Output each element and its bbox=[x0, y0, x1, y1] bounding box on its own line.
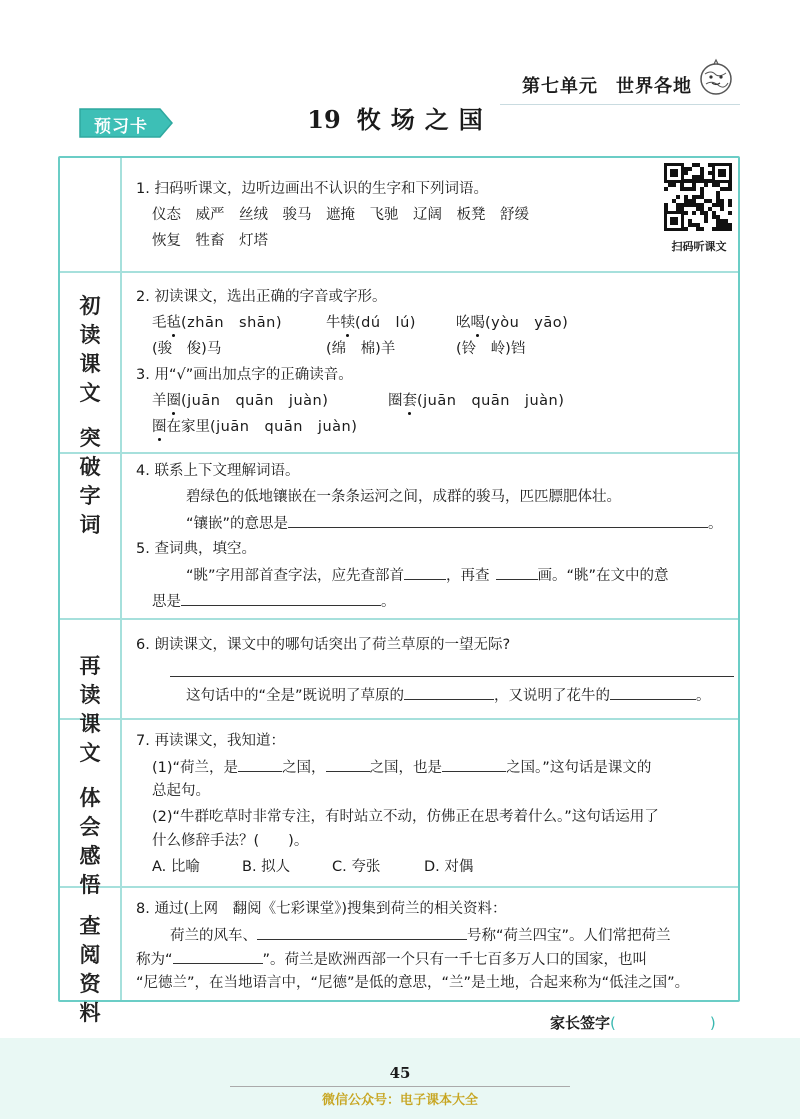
section-char: 课 bbox=[79, 712, 101, 736]
section-char: 阅 bbox=[79, 943, 101, 967]
question-5-prompt: 5. 查词典，填空。 bbox=[136, 541, 256, 557]
lesson-title bbox=[0, 100, 800, 135]
question-4-sentence: 碧绿色的低地镶嵌在一条条运河之间，成群的骏马，匹匹膘肥体壮。 bbox=[186, 489, 621, 505]
reading-item: 圈在家里(juān quān juàn) bbox=[152, 419, 358, 435]
question-5-line-2: 思是 。 bbox=[152, 590, 396, 613]
unit-name: 第七单元 bbox=[522, 76, 598, 97]
question-7-part-1-cont: 总起句。 bbox=[152, 783, 210, 799]
answer-blank[interactable] bbox=[181, 590, 381, 606]
answer-blank[interactable] bbox=[442, 756, 506, 772]
question-4-prompt: 4. 联系上下文理解词语。 bbox=[136, 463, 300, 479]
wechat-watermark: 微信公众号：电子课本大全 bbox=[321, 1093, 478, 1108]
form-item: (骏 俊)马 bbox=[152, 341, 222, 357]
answer-blank[interactable] bbox=[288, 512, 708, 528]
form-item: (绵 棉)羊 bbox=[326, 341, 396, 357]
question-6-prompt: 6. 朗读课文，课文中的哪句话突出了荷兰草原的一望无际? bbox=[136, 637, 511, 653]
pinyin-item: 毛毡(zhān shān) bbox=[152, 315, 283, 331]
question-5-line-1: “眺”字用部首查字法，应先查部首 ，再查 画。“眺”在文中的意 bbox=[186, 564, 669, 587]
answer-blank[interactable] bbox=[404, 684, 494, 700]
section-char: 读 bbox=[79, 323, 101, 347]
reading-item: 圈套(juān quān juàn) bbox=[388, 393, 565, 409]
section-label-research bbox=[60, 912, 120, 1028]
section-char: 突 bbox=[79, 426, 101, 450]
option-a[interactable]: A. 比喻 bbox=[152, 859, 200, 875]
row-divider bbox=[60, 452, 738, 454]
footer-rule bbox=[230, 1086, 570, 1087]
section-char: 会 bbox=[79, 815, 101, 839]
answer-blank[interactable] bbox=[610, 684, 696, 700]
answer-blank[interactable] bbox=[238, 756, 282, 772]
column-divider bbox=[120, 158, 122, 1000]
question-4-answer-line: “镶嵌”的意思是 。 bbox=[186, 512, 723, 535]
question-7-part-1: (1)“荷兰，是 之国， 之国，也是 之国。”这句话是课文的 bbox=[152, 756, 651, 779]
answer-blank[interactable] bbox=[496, 564, 538, 580]
section-label-first-reading bbox=[60, 292, 120, 540]
section-char: 字 bbox=[79, 484, 101, 508]
answer-blank[interactable] bbox=[173, 948, 263, 964]
reading-item: 羊圈(juān quān juàn) bbox=[152, 393, 329, 409]
question-8-line-3: “尼德兰”，在当地语言中，“尼德”是低的意思，“兰”是土地，合起来称为“低洼之国”。 bbox=[136, 975, 690, 991]
globe-mascot-icon bbox=[696, 58, 736, 98]
answer-line[interactable] bbox=[170, 662, 734, 684]
question-3-prompt: 3. 用“√”画出加点字的正确读音。 bbox=[136, 367, 353, 383]
lesson-number: 19 bbox=[307, 105, 341, 134]
section-char: 词 bbox=[79, 513, 101, 537]
section-char: 再 bbox=[79, 654, 101, 678]
question-2-prompt: 2. 初读课文，选出正确的字音或字形。 bbox=[136, 289, 387, 305]
row-divider bbox=[60, 271, 738, 273]
section-char: 破 bbox=[79, 455, 101, 479]
section-char: 资 bbox=[79, 972, 101, 996]
question-8-line-1: 荷兰的风车、 号称“荷兰四宝”。人们常把荷兰 bbox=[170, 924, 671, 947]
option-c[interactable]: C. 夸张 bbox=[332, 859, 381, 875]
section-char: 文 bbox=[79, 741, 101, 765]
tab-label: 预习卡 bbox=[94, 117, 148, 137]
section-char: 感 bbox=[79, 844, 101, 868]
unit-title: 世界各地 bbox=[616, 76, 692, 97]
row-divider bbox=[60, 718, 738, 720]
section-char: 课 bbox=[79, 352, 101, 376]
section-char: 体 bbox=[79, 786, 101, 810]
option-b[interactable]: B. 拟人 bbox=[242, 859, 291, 875]
form-item: (铃 岭)铛 bbox=[456, 341, 526, 357]
word-list-line-2: 恢复 牲畜 灯塔 bbox=[152, 233, 268, 249]
question-7-prompt: 7. 再读课文，我知道： bbox=[136, 733, 285, 749]
answer-blank[interactable] bbox=[404, 564, 446, 580]
question-6-answer-line: 这句话中的“全是”既说明了草原的 ，又说明了花牛的 。 bbox=[186, 684, 711, 707]
section-char: 读 bbox=[79, 683, 101, 707]
qr-label: 扫码听课文 bbox=[671, 240, 727, 253]
question-7-part-2-cont: 什么修辞手法？( )。 bbox=[152, 833, 309, 849]
question-8-prompt: 8. 通过(上网 翻阅《七彩课堂》)搜集到荷兰的相关资料： bbox=[136, 901, 507, 917]
section-label-second-reading bbox=[60, 652, 120, 900]
pinyin-item: 吆喝(yòu yāo) bbox=[456, 315, 569, 331]
question-8-line-2: 称为“ ”。荷兰是欧洲西部一个只有一千七百多万人口的国家，也叫 bbox=[136, 948, 647, 971]
answer-blank[interactable] bbox=[257, 924, 467, 940]
question-7-part-2: (2)“牛群吃草时非常专注，有时站立不动，仿佛正在思考着什么。”这句话运用了 bbox=[152, 809, 659, 825]
section-char: 文 bbox=[79, 381, 101, 405]
unit-heading bbox=[522, 72, 692, 98]
lesson-name: 牧场之国 bbox=[356, 105, 493, 134]
question-1-prompt: 1. 扫码听课文，边听边画出不认识的生字和下列词语。 bbox=[136, 181, 488, 197]
row-divider bbox=[60, 618, 738, 620]
section-char: 初 bbox=[79, 294, 101, 318]
option-d[interactable]: D. 对偶 bbox=[424, 859, 474, 875]
parent-signature[interactable]: 家长签字( ) bbox=[550, 1014, 716, 1032]
answer-blank[interactable] bbox=[326, 756, 370, 772]
qr-code-icon[interactable] bbox=[664, 163, 732, 231]
pinyin-item: 牛犊(dú lú) bbox=[326, 315, 416, 331]
section-char: 料 bbox=[79, 1001, 101, 1025]
section-char: 悟 bbox=[79, 873, 101, 897]
row-divider bbox=[60, 886, 738, 888]
section-char: 查 bbox=[79, 914, 101, 938]
page-number: 45 bbox=[389, 1064, 411, 1082]
word-list-line-1: 仪态 威严 丝绒 骏马 遮掩 飞驰 辽阔 板凳 舒缓 bbox=[152, 207, 529, 223]
